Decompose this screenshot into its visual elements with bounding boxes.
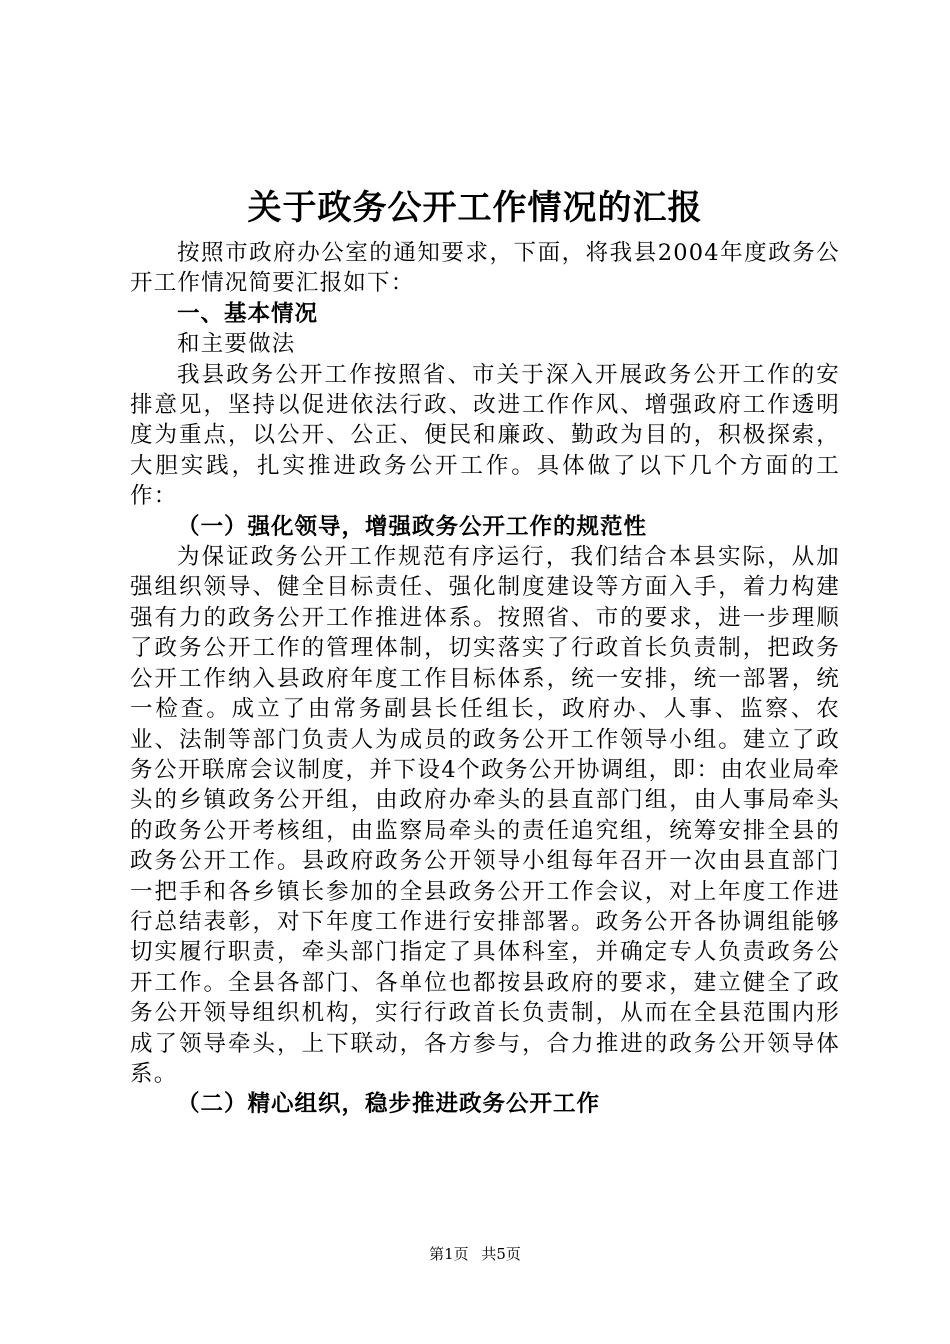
document-body (130, 238, 840, 1120)
page-number: 第1页 (429, 1245, 469, 1263)
subsection-heading-2: （二）精心组织，稳步推进政务公开工作 (177, 1091, 601, 1118)
subsection-paragraph-1: 为保证政务公开工作规范有序运行，我们结合本县实际，从加强组织领导、健全目标责任、强化制度建设等方面入手，着力构建强有力的政务公开工作推进体系。按照省、市的要求，进一步理顺了政务公开工作的管理体制，切实落实了行政首长负责制，把政务公开工作纳入县政府年度工作目标体系，统一安排，统一部署，统一检查。成立了由常务副县长任组长，政府办、人事、监察、农业、法制等部门负责人为成员的政务公开工作领导小组。建立了政务公开联席会议制度，并下设4个政务公开协调组，即：由农业局牵头的乡镇政务公开组，由政府办牵头的县直部门组，由人事局牵头的政务公开考核组，由监察局牵头的责任追究组，统筹安排全县的政务公开工作。县政府政务公开领导小组每年召开一次由县直部门一把手和各乡镇长参加的全县政务公开工作会议，对上年度工作进行总结表彰，对下年度工作进行安排部署。政务公开各协调组能够切实履行职责，牵头部门指定了具体科室，并确定专人负责政务公开工作。全县各部门、各单位也都按县政府的要求，建立健全了政务公开领导组织机构，实行行政首长负责制，从而在全县范围内形成了领导牵头，上下联动，各方参与，合力推进的政务公开领导体系。 (130, 544, 840, 1087)
section-heading-basic: 一、基本情况 (177, 300, 319, 327)
page-total: 共5页 (481, 1245, 521, 1263)
intro-paragraph: 按照市政府办公室的通知要求，下面，将我县2004年度政务公开工作情况简要汇报如下： (130, 240, 840, 297)
page-footer (0, 1244, 950, 1264)
document-title: 关于政务公开工作情况的汇报 (247, 188, 703, 228)
section-subheading: 和主要做法 (177, 331, 296, 358)
section-paragraph: 我县政务公开工作按照省、市关于深入开展政务公开工作的安排意见，坚持以促进依法行政、改进工作作风、增强政府工作透明度为重点，以公开、公正、便民和廉政、勤政为目的，积极探索，大胆实践，扎实推进政务公开工作。具体做了以下几个方面的工作： (130, 361, 840, 510)
subsection-heading-1: （一）强化领导，增强政务公开工作的规范性 (177, 513, 648, 540)
